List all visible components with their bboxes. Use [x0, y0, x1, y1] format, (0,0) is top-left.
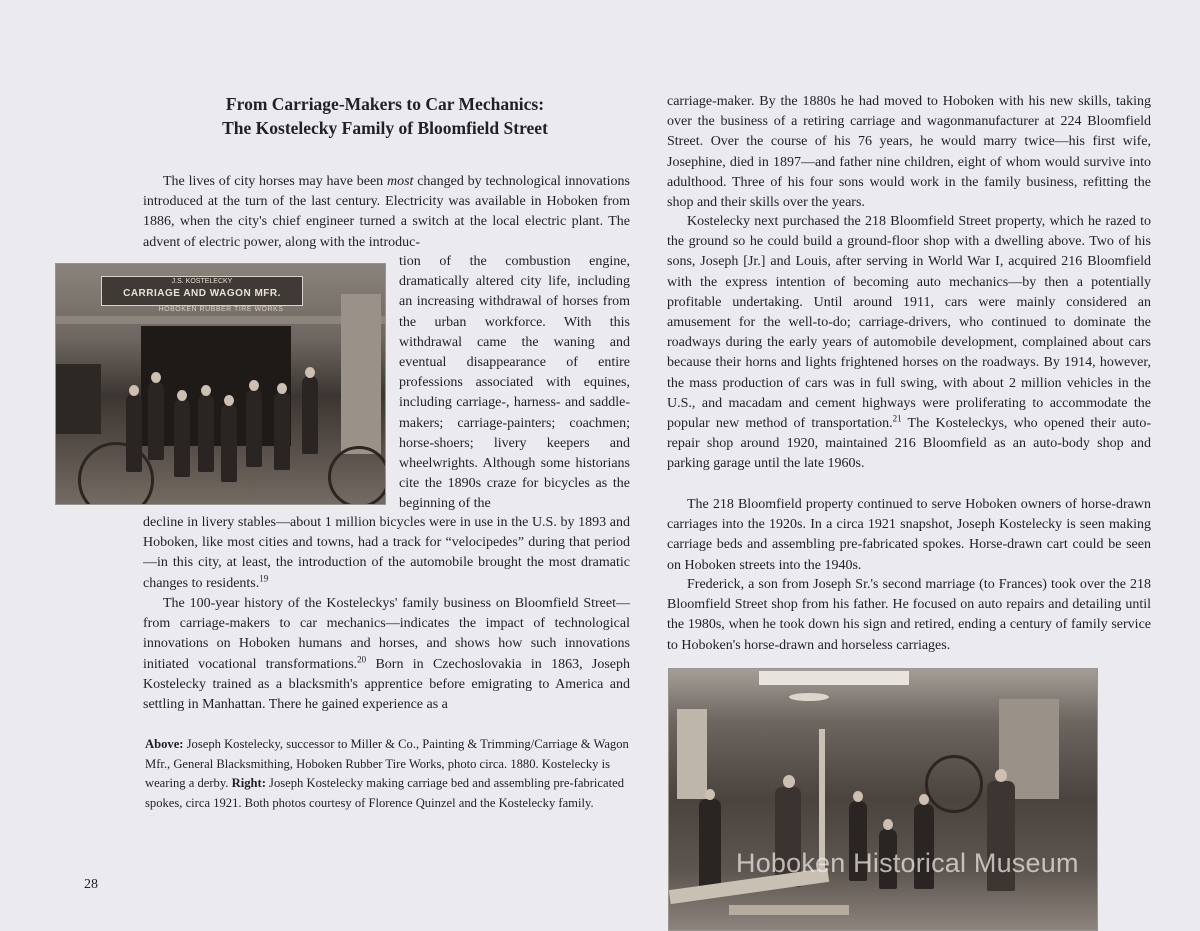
para1-rest: changed by technological innovations introduced at the turn of the last century. Electricity was available in Hoboken from 1886, when the city's chief engineer turned a switch at the local electric plant. The advent of electric power, along with the introduc- [143, 174, 630, 250]
left-para2 [143, 594, 630, 715]
left-para1-tail [143, 513, 630, 594]
title-line-2: The Kostelecky Family of Bloomfield Street [222, 118, 548, 138]
worker-head [224, 395, 234, 406]
worker-figure [221, 404, 237, 482]
sign-main: CARRIAGE AND WAGON MFR. [123, 288, 281, 299]
worker-head [853, 791, 863, 802]
para2-text: The 100-year history of the Kosteleckys' family business on Bloomfield Street—from carriage-makers to car mechanics—indicates the impact of technological innovations on Hoboken humans and horses, and shows how such innovations initiated vocational transformations. [143, 596, 630, 672]
shop-pillar [341, 294, 381, 454]
shop-beam [56, 316, 385, 324]
worker-head [249, 380, 259, 391]
right-para2 [667, 212, 1151, 475]
footnote-19: 19 [259, 572, 269, 583]
worker-figure [246, 389, 262, 467]
title-line-1: From Carriage-Makers to Car Mechanics: [225, 94, 545, 114]
museum-watermark: Hoboken Historical Museum [736, 848, 1079, 878]
sign-rubber-tire: HOBOKEN RUBBER TIRE WORKS [158, 306, 284, 313]
worker-head [305, 367, 315, 378]
carriage-shop-photo [55, 263, 386, 505]
floor-board [729, 905, 849, 915]
skylight [759, 671, 909, 685]
left-para1-wrap: tion of the combustion engine, dramatically altered city life, including an increasing withdrawal of horses from the urban workforce. With this withdrawal came the waning and eventual disappearance of entire professions associated with equines, including carriage-, harness- and saddle-makers; carriage-painters; coachmen; horse-shoers; livery keepers and wheelwrights. Although some historians cite the 1890s craze for bicycles as the beginning of the [399, 254, 630, 512]
footnote-20: 20 [357, 653, 367, 664]
worker-figure [699, 799, 721, 889]
right-para4: Frederick, a son from Joseph Sr.'s second marriage (to Frances) took over the 218 Bloomfield Street shop from his father. He focused on auto repairs and detailing until the 1980s, when he took down his sign and retired, ending a century of family service to Hoboken's horse-drawn and horseless carriages. [667, 577, 1151, 653]
caption-above-label: Above: [145, 737, 184, 751]
worker-head [177, 390, 187, 401]
worker-head [201, 385, 211, 396]
sign-owner: J.S. KOSTELECKY [171, 278, 233, 285]
photo-caption [145, 735, 631, 813]
worker-figure [302, 376, 318, 454]
caption-above-text: Joseph Kostelecky, successor to Miller & Co., Painting & Trimming/Carriage & Wagon Mfr., General Blacksmithing, Hoboken Rubber Tire Works, photo circa. 1880. Kostelecky is wearing a derby. [145, 737, 629, 790]
shop-sign [101, 276, 303, 306]
right-para2-text: Kostelecky next purchased the 218 Bloomfield Street property, which he razed to the ground so he could build a ground-floor shop with a dwelling above. Two of his sons, Joseph [Jr.] and Louis, after serving in World War I, acquired 216 Bloomfield with the express intention of becoming auto mechanics—by then a potentially profitable undertaking. Until around 1911, cars were mainly considered an amusement for the well-to-do; carriage-drivers, who continued to dominate the roadways during the early years of automobile development, complained about cars because their horns and lights frightened horses on the roadways. By 1914, however, the mass production of cars was in full swing, with about 2 million vehicles in the U.S., and macadam and cement highways were proliferating to accommodate the popular new method of transportation. [667, 214, 1151, 432]
worker-head [783, 775, 795, 788]
para1-tail-text: decline in livery stables—about 1 million bicycles were in use in the U.S. by 1893 and Hoboken, like most cities and towns, had a track for “velocipedes” during that period—in this city, at least, the introduction of the automobile brought the most dramatic changes to residents. [143, 515, 630, 591]
left-para1-top [143, 172, 630, 253]
worker-figure [174, 399, 190, 477]
para1-emphasis: most [386, 174, 414, 189]
page-number: 28 [84, 877, 98, 892]
band-saw-wheel [925, 755, 983, 813]
article-title [140, 92, 630, 140]
para1-lead: The lives of city horses may have been [163, 174, 384, 189]
workshop-interior-photo [668, 668, 1098, 931]
worker-head [995, 769, 1007, 782]
right-para3: The 218 Bloomfield property continued to serve Hoboken owners of horse-drawn carriages into the 1920s. In a circa 1921 snapshot, Joseph Kostelecky is seen making carriage beds and assembling pre-fabricated spokes. Horse-drawn cart could be seen on Hoboken streets into the 1940s. [667, 497, 1151, 573]
ceiling-lamp [789, 693, 829, 701]
caption-right-text: Joseph Kostelecky making carriage bed and assembling pre-fabricated spokes, circa 1921. Both photos courtesy of Florence Quinzel and the Kostelecky family. [145, 776, 624, 810]
worker-head [919, 794, 929, 805]
workshop-window [677, 709, 707, 799]
worker-head [151, 372, 161, 383]
right-para1: carriage-maker. By the 1880s he had moved to Hoboken with his new skills, taking over the business of a retiring carriage and wagonmanufacturer at 224 Bloomfield Street. Over the course of his 76 years, he would marry twice—his first wife, Josephine, died in 1897—and father nine children, eight of whom would survive into adulthood. Three of his four sons would work in the family business, refitting the shop and their skills over the years. [667, 94, 1151, 211]
worker-figure [274, 392, 290, 470]
footnote-21: 21 [892, 413, 902, 424]
worker-head [277, 383, 287, 394]
child-head [883, 819, 893, 830]
caption-right-label: Right: [231, 776, 266, 790]
carriage-wheel [78, 442, 154, 505]
right-para2-rest: The Kosteleckys, who opened their auto-repair shop around 1920, maintained 216 Bloomfield as an auto-body shop and parking garage until the late 1960s. [667, 416, 1151, 472]
wagon-wheel [328, 446, 386, 505]
carriage-body [56, 364, 101, 434]
worker-head [129, 385, 139, 396]
para2-rest: Born in Czechoslovakia in 1863, Joseph Kostelecky trained as a blacksmith's apprentice before emigrating to America and settling in Manhattan. There he gained experience as a [143, 656, 631, 713]
worker-head [705, 789, 715, 800]
worker-figure [198, 394, 214, 472]
worker-figure [148, 382, 164, 460]
